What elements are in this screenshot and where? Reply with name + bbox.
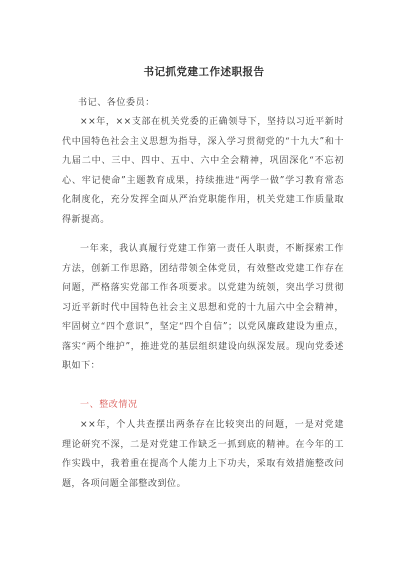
salutation: 书记、各位委员： [78, 98, 155, 108]
section-heading: 一、整改情况 [80, 400, 138, 410]
paragraph-summary: 一年来，我认真履行党建工作第一责任人职责，不断探索工作方法，创新工作思路，团结带领全体党员，有效整改党建工作存在问题，严格落实党部工作各项要求。以党建为统领，突出学习贯彻习近平新时代中国特色社会主义思想和党的十九届六中全会精神，牢固树立“四个意识”，坚定“四个自信”；以党风廉政建设为重点，落实“两个维护”，推进党的基层组织建设向纵深发展。现向党委述职如下： [62, 244, 344, 371]
paragraph-intro: ××年，××支部在机关党委的正确领导下，坚持以习近平新时代中国特色社会主义思想为指导，深入学习贯彻党的“十九大”和十九届二中、三中、四中、五中、六中全会精神，巩固深化“不忘初心、牢记使命”主题教育成果，持续推进“两学一做”学习教育常态化制度化，充分发挥全面从严治党职能作用，机关党建工作质量取得新提高。 [62, 117, 344, 225]
document-title: 书记抓党建工作述职报告 [143, 66, 265, 78]
paragraph-rectification: ××年，个人共查摆出两条存在比较突出的问题，一是对党建理论研究不深，二是对党建工作缺乏一抓到底的精神。在今年的工作实践中，我着重在提高个人能力上下功夫，采取有效措施整改问题，各项问题全部整改到位。 [62, 420, 344, 489]
